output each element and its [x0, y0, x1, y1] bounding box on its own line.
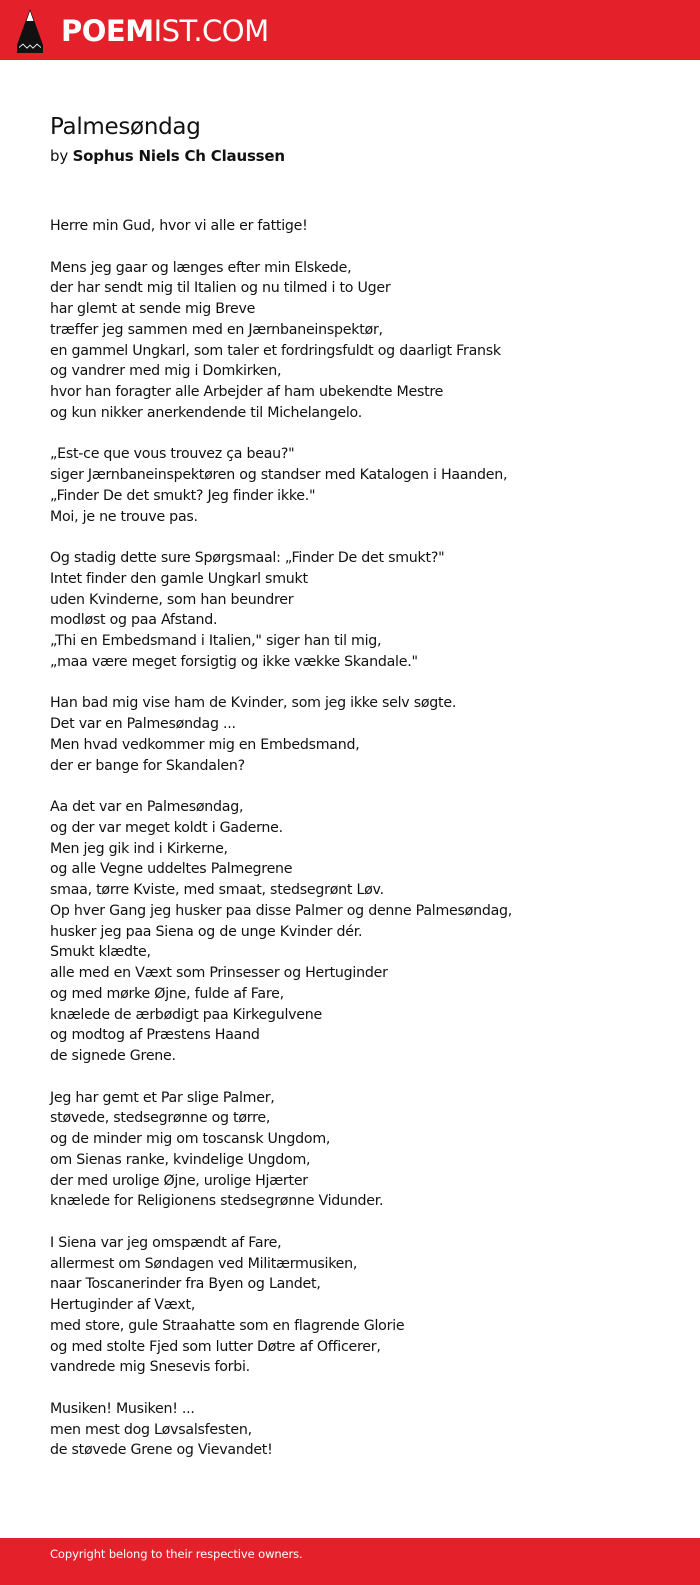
poem-line: men mest dog Løvsalsfesten,: [50, 1421, 252, 1438]
poem-line: og alle Vegne uddeltes Palmegrene: [50, 861, 293, 878]
poem-line: der er bange for Skandalen?: [50, 757, 245, 774]
poem-line: Aa det var en Palmesøndag,: [50, 799, 244, 815]
poem-line: Smukt klædte,: [50, 944, 151, 961]
poem-body: [50, 216, 650, 1461]
poem-line: vandrede mig Snesevis forbi.: [50, 1359, 250, 1376]
poem-line: husker jeg paa Siena og de unge Kvinder dér.: [50, 923, 363, 940]
site-logo-text: [61, 9, 269, 53]
poem-line: og vandrer med mig i Domkirken,: [50, 363, 282, 380]
site-header: [0, 0, 700, 60]
stanza-break: [50, 527, 650, 548]
poem-line: alle med en Væxt som Prinsesser og Hertuginder: [50, 965, 388, 981]
poem-line: træffer jeg sammen med en Jærnbaneinspektør,: [50, 321, 383, 338]
poem-line: Intet finder den gamle Ungkarl smukt: [50, 570, 308, 587]
poem-line: uden Kvinderne, som han beundrer: [50, 591, 294, 608]
poem-line: Moi, je ne trouve pas.: [50, 508, 198, 525]
poem-line: Det var en Palmesøndag ...: [50, 716, 236, 732]
stanza-break: [50, 776, 650, 797]
poem-line: Op hver Gang jeg husker paa disse Palmer og denne Palmesøndag,: [50, 902, 513, 919]
poem-line: allermest om Søndagen ved Militærmusiken,: [50, 1255, 358, 1272]
poem-line: knælede for Religionens stedsegrønne Vidunder.: [50, 1193, 384, 1210]
stanza-break: [50, 1378, 650, 1399]
poem-line: støvede, stedsegrønne og tørre,: [50, 1110, 271, 1127]
poem-line: Hertuginder af Væxt,: [50, 1297, 196, 1313]
poem-line: modløst og paa Afstand.: [50, 612, 218, 629]
stanza-break: [50, 673, 650, 694]
stanza-break: [50, 1212, 650, 1233]
poem-line: der med urolige Øjne, urolige Hjærter: [50, 1172, 308, 1189]
poem-line: og med mørke Øjne, fulde af Fare,: [50, 985, 284, 1002]
poem-line: Men hvad vedkommer mig en Embedsmand,: [50, 736, 360, 753]
poem-line: hvor han foragter alle Arbejder af ham ubekendte Mestre: [50, 384, 444, 400]
stanza-break: [50, 1067, 650, 1088]
poem-line: og modtog af Præstens Haand: [50, 1027, 260, 1044]
site-logo-link[interactable]: [17, 9, 269, 53]
copyright-text: Copyright belong to their respective owners.: [50, 1547, 303, 1561]
stanza-break: [50, 424, 650, 445]
poem-line: Jeg har gemt et Par slige Palmer,: [50, 1089, 275, 1106]
poem-line: „Finder De det smukt? Jeg finder ikke.": [50, 487, 316, 504]
poem-title: Palmesøndag: [50, 114, 201, 140]
poem-line: „maa være meget forsigtig og ikke vække Skandale.": [50, 653, 418, 670]
poem-line: en gammel Ungkarl, som taler et fordringsfuldt og daarligt Fransk: [50, 342, 501, 359]
poem-line: og kun nikker anerkendende til Michelangelo.: [50, 404, 362, 421]
pencil-icon: [17, 9, 43, 53]
poem-line: „Thi en Embedsmand i Italien," siger han til mig,: [50, 633, 382, 649]
poem-line: Han bad mig vise ham de Kvinder, som jeg ikke selv søgte.: [50, 695, 457, 712]
poem-line: Musiken! Musiken! ...: [50, 1400, 195, 1417]
poem-line: Og stadig dette sure Spørgsmaal: „Finder De det smukt?": [50, 550, 445, 566]
by-label: by: [50, 147, 68, 165]
logo-light-text: IST.COM: [153, 14, 269, 48]
poem-line: I Siena var jeg omspændt af Fare,: [50, 1234, 282, 1251]
poem-line: knælede de ærbødigt paa Kirkegulvene: [50, 1006, 322, 1023]
poem-line: Men jeg gik ind i Kirkerne,: [50, 840, 228, 857]
poem-line: og med stolte Fjed som lutter Døtre af Officerer,: [50, 1338, 381, 1355]
poem-line: om Sienas ranke, kvindelige Ungdom,: [50, 1151, 311, 1168]
author-link[interactable]: Sophus Niels Ch Claussen: [72, 147, 285, 165]
poem-line: der har sendt mig til Italien og nu tilmed i to Uger: [50, 280, 391, 297]
poem-line: de signede Grene.: [50, 1048, 176, 1064]
site-footer: [0, 1538, 700, 1585]
poem-line: siger Jærnbaneinspektøren og standser med Katalogen i Haanden,: [50, 467, 508, 483]
poem-line: naar Toscanerinder fra Byen og Landet,: [50, 1276, 321, 1293]
stanza-break: [50, 237, 650, 258]
byline: [50, 147, 285, 165]
poem-line: „Est-ce que vous trouvez ça beau?": [50, 446, 295, 463]
poem-line: og der var meget koldt i Gaderne.: [50, 819, 283, 836]
poem-line: har glemt at sende mig Breve: [50, 301, 256, 317]
poem-line: Herre min Gud, hvor vi alle er fattige!: [50, 218, 308, 234]
poem-line: med store, gule Straahatte som en flagrende Glorie: [50, 1317, 405, 1334]
poem-line: og de minder mig om toscansk Ungdom,: [50, 1131, 331, 1147]
poem-line: smaa, tørre Kviste, med smaat, stedsegrønt Løv.: [50, 882, 384, 898]
poem-line: de støvede Grene og Vievandet!: [50, 1442, 273, 1459]
poem-line: Mens jeg gaar og længes efter min Elskede,: [50, 259, 352, 276]
logo-bold-text: POEM: [61, 14, 154, 48]
